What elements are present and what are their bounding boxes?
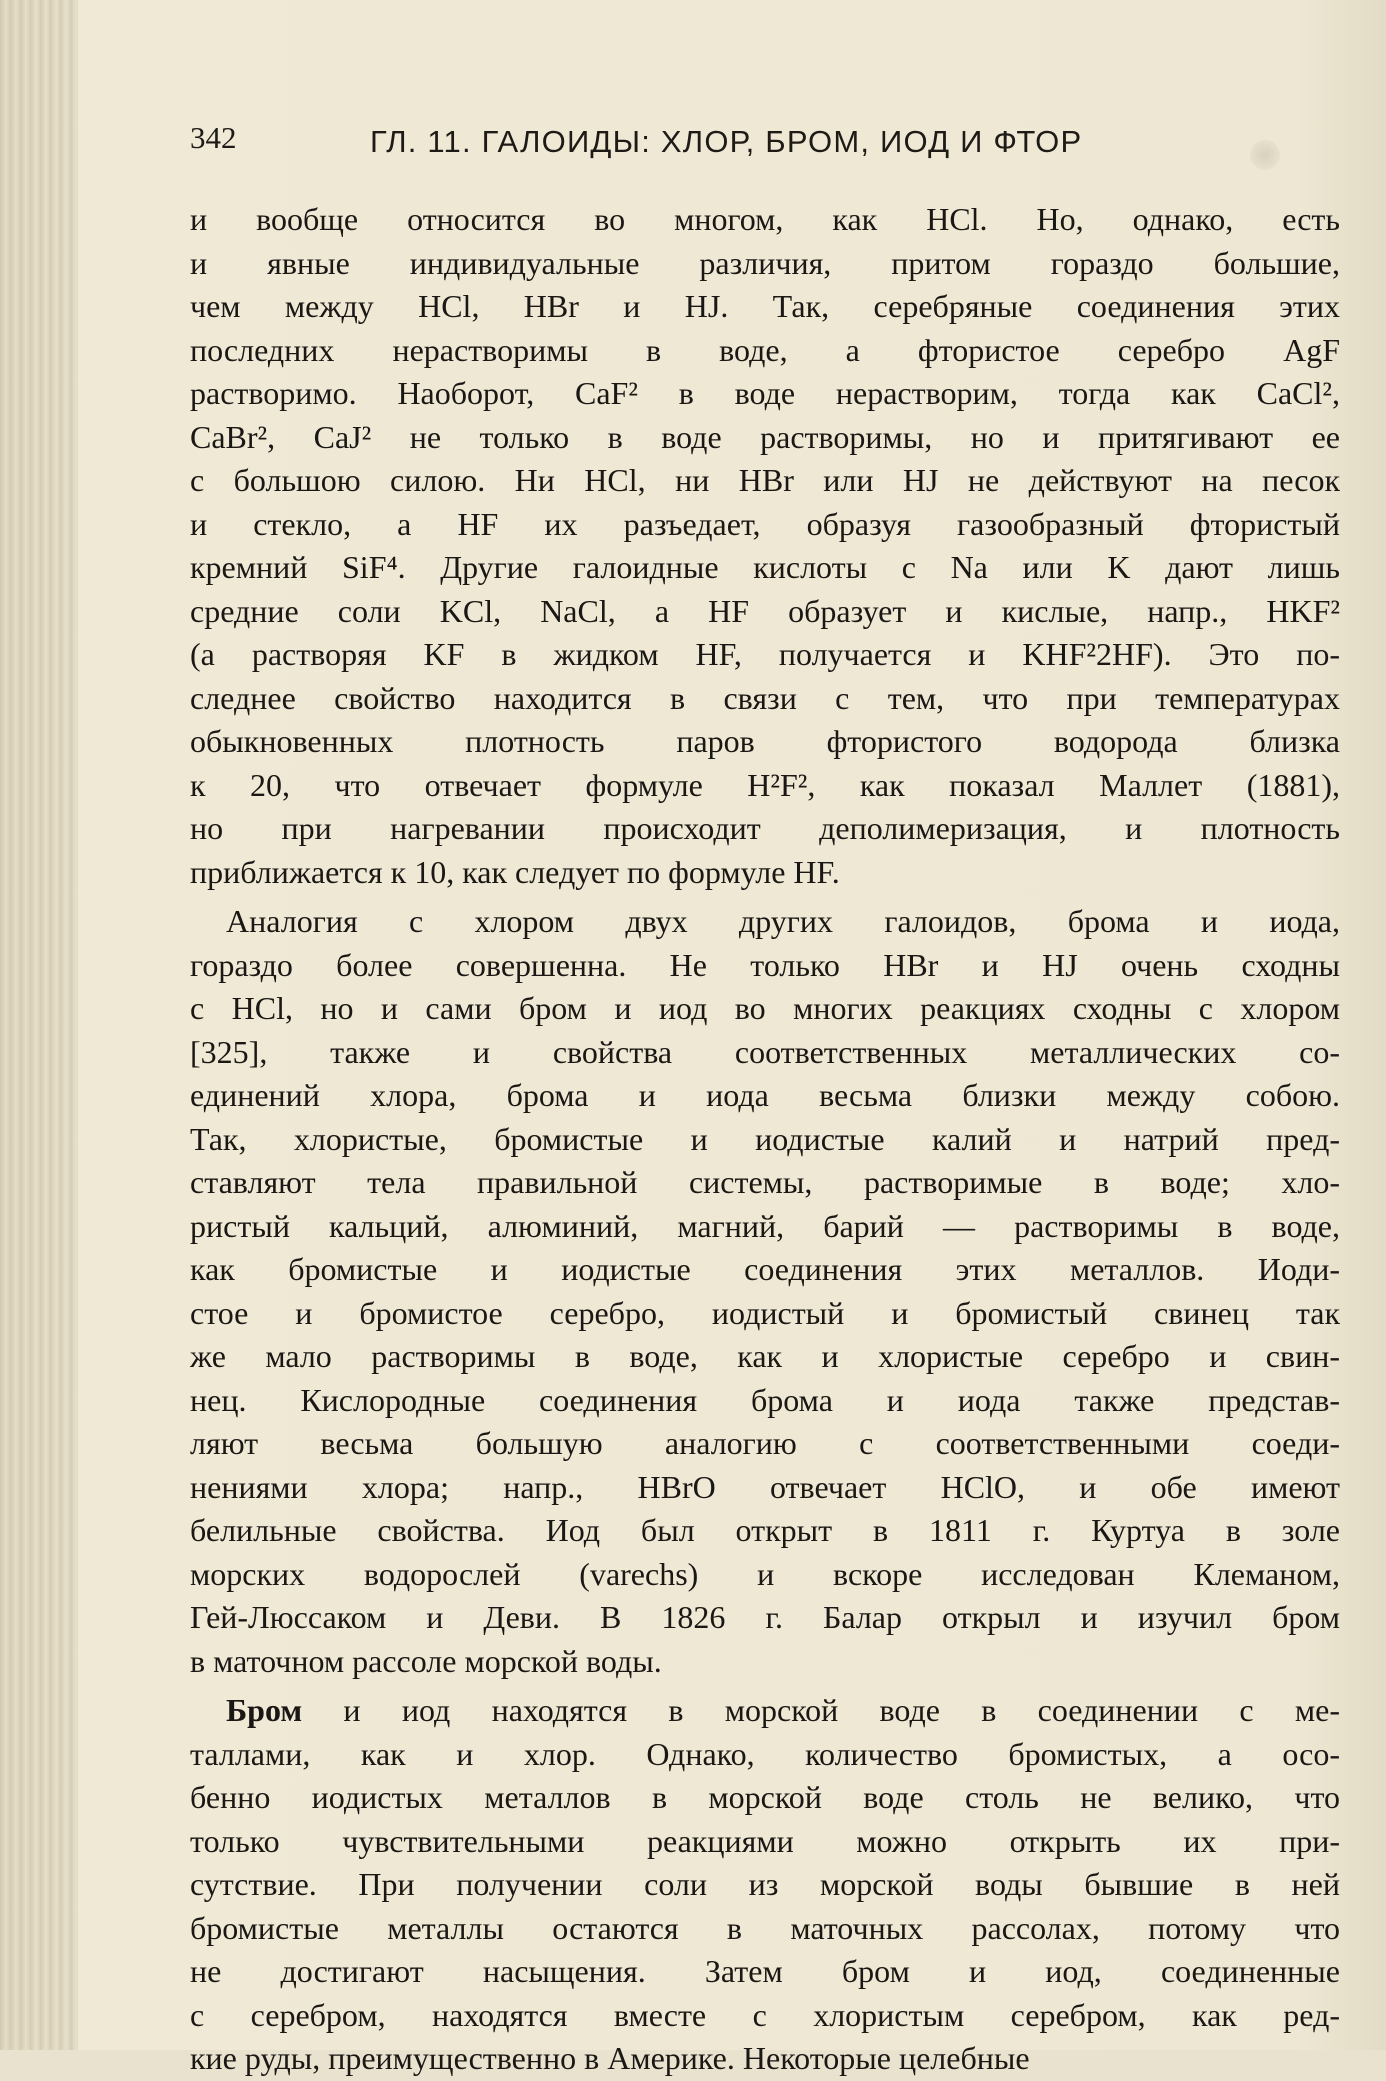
paragraph-2 <box>190 900 1340 1683</box>
text-line: же мало растворимы в воде, как и хлористые серебро и свин- <box>190 1338 1340 1374</box>
text-line: Так, хлористые, бромистые и иодистые калий и натрий пред- <box>190 1120 1340 1157</box>
text-line: белильные свойства. Иод был открыт в 1811 г. Куртуа в золе <box>190 1512 1340 1548</box>
paragraph-1 <box>190 198 1340 894</box>
text-line: с HCl, но и сами бром и иод во многих реакциях сходны с хлором <box>190 990 1340 1026</box>
paper-stain <box>1250 140 1280 170</box>
text-line: не достигают насыщения. Затем бром и иод, соединенные <box>190 1953 1340 1989</box>
text-line: и стекло, а HF их разъедает, образуя газообразный фтористый <box>190 505 1340 542</box>
text-line: ляют весьма большую аналогию с соответственными соеди- <box>190 1425 1340 1461</box>
text-line: Гей-Люссаком и Деви. В 1826 г. Балар открыл и изучил бром <box>190 1599 1340 1635</box>
text-line: сутствие. При получении соли из морской воды бывшие в ней <box>190 1866 1340 1902</box>
text-line: таллами, как и хлор. Однако, количество бромистых, а осо- <box>190 1735 1340 1772</box>
text-line: стое и бромистое серебро, иодистый и бромистый свинец так <box>190 1294 1340 1331</box>
running-head: ГЛ. 11. ГАЛОИДЫ: ХЛОР, БРОМ, ИОД И ФТОР <box>370 124 1083 159</box>
text-line: последних нерастворимы в воде, а фтористое серебро AgF <box>190 331 1340 368</box>
text-line: чем между HCl, HBr и HJ. Так, серебряные соединения этих <box>190 288 1340 324</box>
text-line: нениями хлора; напр., HBrO отвечает HClO, и обе имеют <box>190 1468 1340 1505</box>
text-line: и вообще относится во многом, как HCl. Но, однако, есть <box>190 201 1340 237</box>
text-line: бромистые металлы остаются в маточных рассолах, потому что <box>190 1909 1340 1946</box>
text-line: растворимо. Наоборот, CaF² в воде нерастворим, тогда как CaCl², <box>190 375 1340 411</box>
page-stack-edge <box>0 0 78 2050</box>
text-line: нец. Кислородные соединения брома и иода также представ- <box>190 1381 1340 1418</box>
text-line: (а растворяя KF в жидком HF, получается и KHF²2HF). Это по- <box>190 636 1340 672</box>
text-line: гораздо более совершенна. Не только HBr и HJ очень сходны <box>190 946 1340 983</box>
text-line: единений хлора, брома и иода весьма близки между собою. <box>190 1077 1340 1113</box>
text-line: в маточном рассоле морской воды. <box>190 1642 662 1679</box>
page-number: 342 <box>190 120 237 155</box>
bold-term: Бром <box>226 1692 303 1728</box>
text-line: средние соли KCl, NaCl, а HF образует и кислые, напр., HKF² <box>190 592 1340 629</box>
text-line: как бромистые и иодистые соединения этих металлов. Иоди- <box>190 1251 1340 1287</box>
body-text <box>190 198 1340 2081</box>
text-line: кремний SiF⁴. Другие галоидные кислоты с Na или K дают лишь <box>190 549 1340 585</box>
text-line: с серебром, находятся вместе с хлористым серебром, как ред- <box>190 1996 1340 2033</box>
text-line: кие руды, преимущественно в Америке. Некоторые целебные <box>190 2040 1030 2076</box>
text-line: к 20, что отвечает формуле H²F², как показал Маллет (1881), <box>190 766 1340 803</box>
text-line: Аналогия с хлором двух других галоидов, брома и иода, <box>226 903 1340 939</box>
paragraph-3 <box>190 1689 1340 2081</box>
text-line: [325], также и свойства соответственных металлических со- <box>190 1033 1340 1070</box>
text-line: следнее свойство находится в связи с тем, что при температурах <box>190 679 1340 716</box>
text-line <box>190 1689 1340 1733</box>
text-line: ставляют тела правильной системы, растворимые в воде; хло- <box>190 1164 1340 1200</box>
page-header <box>190 120 1190 180</box>
text-line: ристый кальций, алюминий, магний, барий — растворимы в воде, <box>190 1207 1340 1244</box>
text-line: CaBr², CaJ² не только в воде растворимы, но и притягивают ее <box>190 418 1340 455</box>
text-line: только чувствительными реакциями можно открыть их при- <box>190 1822 1340 1859</box>
text-line: приближается к 10, как следует по формуле HF. <box>190 853 840 890</box>
text-line: бенно иодистых металлов в морской воде столь не велико, что <box>190 1779 1340 1815</box>
text-line: но при нагревании происходит деполимеризация, и плотность <box>190 810 1340 846</box>
text-line-rest: и иод находятся в морской воде в соединении с ме- <box>302 1692 1340 1728</box>
text-line: с большою силою. Ни HCl, ни HBr или HJ не действуют на песок <box>190 462 1340 498</box>
text-line: и явные индивидуальные различия, притом гораздо большие, <box>190 244 1340 281</box>
text-line: морских водорослей (varechs) и вскоре исследован Клеманом, <box>190 1555 1340 1592</box>
text-line: обыкновенных плотность паров фтористого водорода близка <box>190 723 1340 759</box>
